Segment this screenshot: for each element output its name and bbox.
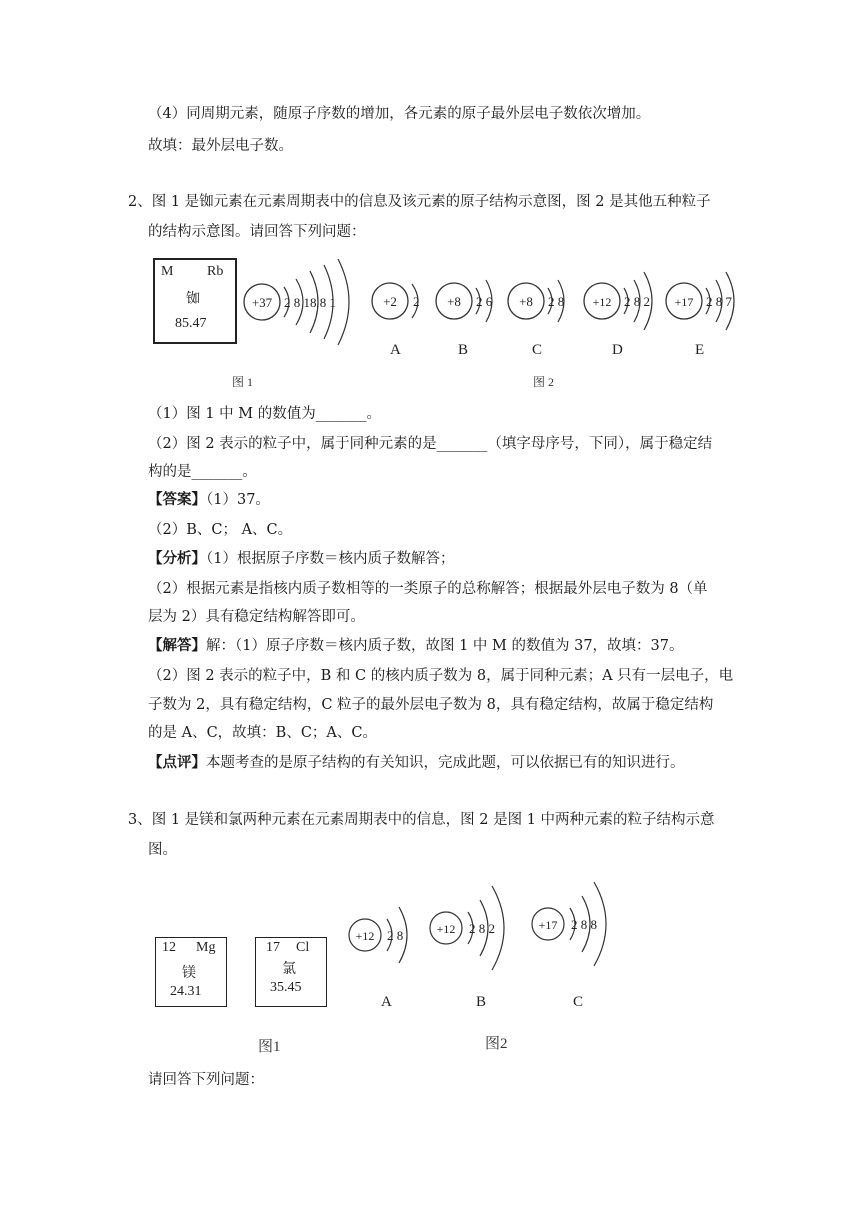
svg-text:2: 2 xyxy=(413,294,420,309)
particle-d-diagram xyxy=(584,266,664,336)
rb-number-label: M xyxy=(161,264,174,279)
q3-particle-b-letter: B xyxy=(476,994,487,1010)
q2-sub2-line2: 构的是_______。 xyxy=(148,464,257,480)
q2-stem-line1: 2、图 1 是铷元素在元素周期表中的信息及该元素的原子结构示意图，图 2 是其他五种粒子 xyxy=(128,194,711,210)
q2-figure2-caption: 图 2 xyxy=(533,375,555,389)
svg-text:+8: +8 xyxy=(447,294,461,309)
q3-particle-a-letter: A xyxy=(381,994,392,1010)
svg-text:2 8: 2 8 xyxy=(548,294,565,309)
mg-mass: 24.31 xyxy=(170,984,202,999)
review-line xyxy=(148,753,685,773)
rb-nucleus-charge: +37 xyxy=(251,295,273,310)
answer-line1 xyxy=(148,490,270,510)
rb-atom-diagram xyxy=(240,255,370,355)
svg-text:+2: +2 xyxy=(383,294,397,309)
svg-text:+12: +12 xyxy=(592,295,612,309)
svg-text:+17: +17 xyxy=(674,295,694,309)
analysis-2-line1: （2）根据元素是指核内质子数相等的一类原子的总称解答；根据最外层电子数为 8（单 xyxy=(148,581,708,597)
svg-text:2 8 2: 2 8 2 xyxy=(469,921,495,936)
rb-symbol: Rb xyxy=(207,264,224,279)
svg-text:2 8: 2 8 xyxy=(387,928,404,943)
particle-a-letter: A xyxy=(390,342,401,358)
particle-a-diagram xyxy=(370,270,440,334)
q3-figure1-caption: 图1 xyxy=(258,1039,281,1055)
mg-symbol: Mg xyxy=(196,940,216,955)
cl-element-card xyxy=(255,937,327,1007)
svg-text:+12: +12 xyxy=(436,922,456,936)
analysis-tag: 【分析】 xyxy=(148,550,206,567)
svg-text:+8: +8 xyxy=(519,294,533,309)
rb-shell-numbers: 2 8 18 8 1 xyxy=(284,295,336,310)
q3-particle-c-letter: C xyxy=(573,994,584,1010)
particle-c-diagram xyxy=(508,270,578,334)
rb-name: 铷 xyxy=(186,292,200,307)
particle-d-letter: D xyxy=(612,342,623,358)
rb-mass: 85.47 xyxy=(175,316,207,331)
q2-sub2-line1: （2）图 2 表示的粒子中，属于同种元素的是_______（填字母序号，下同），属于稳定结 xyxy=(148,436,713,452)
rb-element-card xyxy=(153,258,237,344)
solution-2-line1: （2）图 2 表示的粒子中，B 和 C 的核内质子数为 8，属于同种元素；A 只有一层电子，电 xyxy=(148,668,734,684)
review-1: 本题考查的是原子结构的有关知识，完成此题，可以依据已有的知识进行。 xyxy=(206,755,685,771)
q3-stem-line1: 3、图 1 是镁和氯两种元素在元素周期表中的信息，图 2 是图 1 中两种元素的粒子结构示意 xyxy=(128,812,715,828)
q2-figure1-caption: 图 1 xyxy=(232,375,254,389)
q1-fill-line: 故填：最外层电子数。 xyxy=(148,138,293,154)
particle-e-diagram xyxy=(666,266,746,336)
svg-text:2 6: 2 6 xyxy=(476,294,493,309)
svg-text:2 8 8: 2 8 8 xyxy=(571,917,597,932)
answer-2: （2）B、C； A、C。 xyxy=(148,522,293,538)
q3-particle-c-diagram xyxy=(530,876,620,976)
mg-number: 12 xyxy=(162,940,176,955)
svg-text:2 8 7: 2 8 7 xyxy=(706,294,732,309)
answer-1: （1）37。 xyxy=(206,492,270,508)
mg-element-card xyxy=(155,937,227,1007)
svg-text:+17: +17 xyxy=(538,918,558,932)
particle-b-letter: B xyxy=(458,342,469,358)
cl-number: 17 xyxy=(266,940,280,955)
solution-1: 解：（1）原子序数＝核内质子数，故图 1 中 M 的数值为 37，故填：37。 xyxy=(206,638,684,654)
q3-figure2-caption: 图2 xyxy=(485,1036,508,1052)
q3-particle-b-diagram xyxy=(428,880,518,980)
q3-ask-line: 请回答下列问题： xyxy=(148,1072,264,1088)
cl-mass: 35.45 xyxy=(270,980,302,995)
q3-particle-a-diagram xyxy=(345,895,425,975)
q1-part4-line: （4）同周期元素，随原子序数的增加，各元素的原子最外层电子数依次增加。 xyxy=(148,106,651,122)
q2-stem-line2: 的结构示意图。请回答下列问题： xyxy=(148,224,366,240)
rb-atom-svg xyxy=(240,255,370,355)
q2-sub1: （1）图 1 中 M 的数值为_______。 xyxy=(148,406,381,422)
solution-line1 xyxy=(148,636,684,656)
particle-e-letter: E xyxy=(695,342,705,358)
analysis-2-line2: 层为 2）具有稳定结构解答即可。 xyxy=(148,609,365,625)
solution-2-line3: 的是 A、C，故填：B、C；A、C。 xyxy=(148,725,377,741)
solution-tag: 【解答】 xyxy=(148,637,206,654)
cl-name: 氯 xyxy=(282,962,296,977)
analysis-line1 xyxy=(148,549,454,569)
svg-text:2 8 2: 2 8 2 xyxy=(624,294,650,309)
answer-tag: 【答案】 xyxy=(148,491,206,508)
q3-stem-line2: 图。 xyxy=(148,842,177,858)
review-tag: 【点评】 xyxy=(148,754,206,771)
solution-2-line2: 子数为 2，具有稳定结构，C 粒子的最外层电子数为 8，具有稳定结构，故属于稳定结构 xyxy=(148,697,714,713)
cl-symbol: Cl xyxy=(296,940,310,955)
analysis-1: （1）根据原子序数＝核内质子数解答； xyxy=(206,551,455,567)
particle-c-letter: C xyxy=(532,342,543,358)
particle-b-diagram xyxy=(436,270,506,334)
svg-text:+12: +12 xyxy=(355,929,375,943)
mg-name: 镁 xyxy=(182,966,196,981)
